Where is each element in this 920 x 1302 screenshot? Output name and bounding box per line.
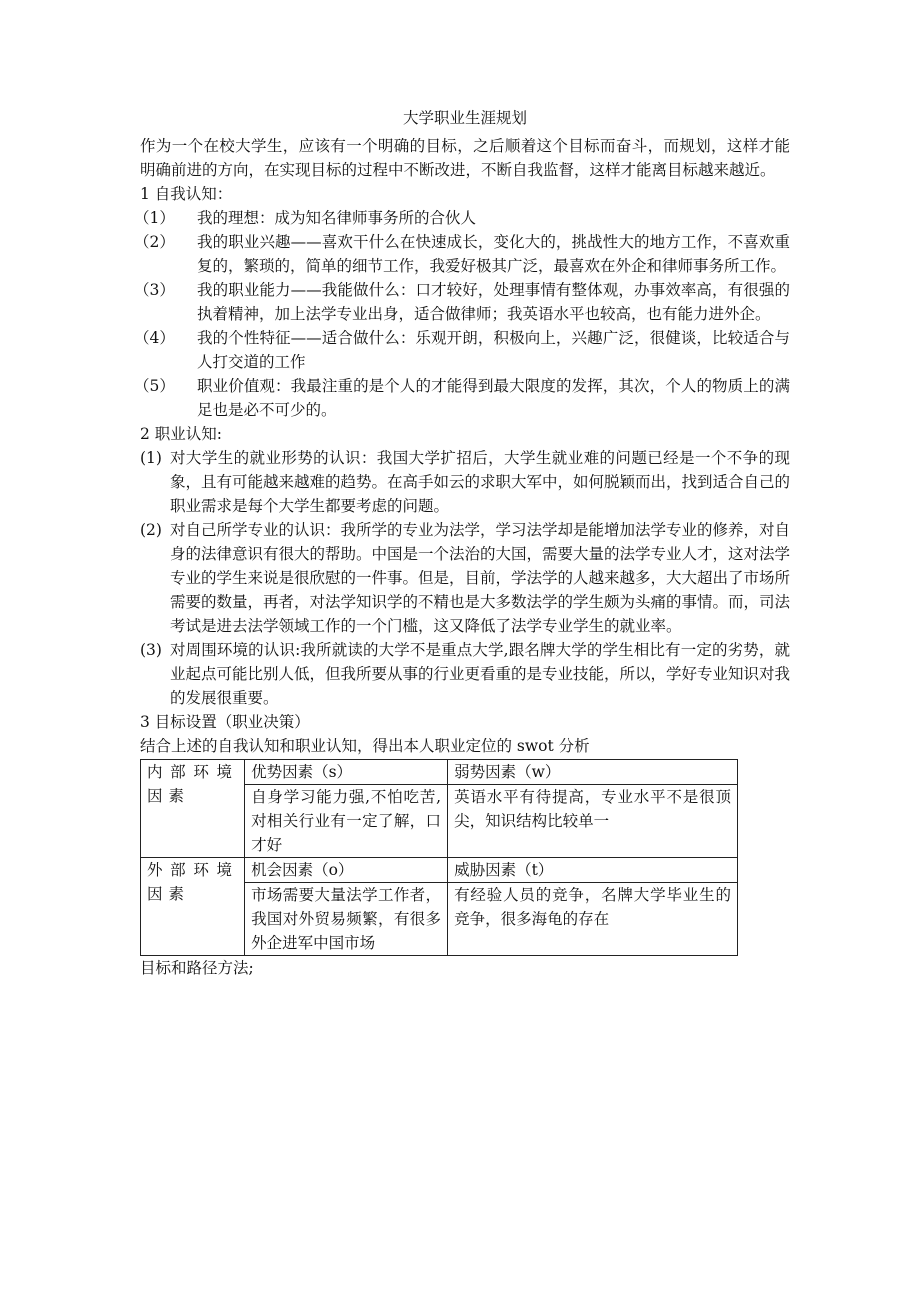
opportunities-cell: 市场需要大量法学工作者，我国对外贸易频繁，有很多外企进军中国市场 (245, 883, 448, 956)
self-awareness-list (134, 206, 790, 422)
list-item-text: 我的职业能力——我能做什么：口才较好，处理事情有整体观，办事效率高，有很强的执着精神，加上法学专业出身，适合做律师；我英语水平也较高，也有能力进外企。 (197, 281, 790, 323)
opportunities-header: 机会因素（o） (245, 858, 448, 883)
strengths-cell: 自身学习能力强,不怕吃苦,对相关行业有一定了解，口才好 (245, 785, 448, 858)
list-item (134, 278, 790, 326)
swot-intro: 结合上述的自我认知和职业认知，得出本人职业定位的 swot 分析 (140, 737, 590, 755)
section-heading-self-awareness: 1 自我认知： (140, 185, 233, 203)
table-row (141, 858, 738, 883)
list-item-number: (1) (140, 449, 162, 467)
document-page (134, 106, 791, 980)
list-item (140, 446, 790, 518)
list-item (134, 230, 790, 278)
list-item-text: 我的理想：成为知名律师事务所的合伙人 (197, 209, 477, 227)
list-item-number: (3) (140, 641, 162, 659)
intro-paragraph: 作为一个在校大学生，应该有一个明确的目标，之后顺着这个目标而奋斗，而规划，这样才能明确前进的方向，在实现目标的过程中不断改进，不断自我监督，这样才能离目标越来越近。 (140, 137, 790, 179)
list-item (134, 326, 790, 374)
swot-table (140, 759, 738, 956)
list-item-number: （5） (134, 377, 175, 395)
career-awareness-list (140, 446, 790, 710)
list-item (134, 206, 790, 230)
list-item (140, 638, 790, 710)
threats-cell: 有经验人员的竞争，名牌大学毕业生的竞争，很多海龟的存在 (448, 883, 738, 956)
list-item-text: 对大学生的就业形势的认识：我国大学扩招后，大学生就业难的问题已经是一个不争的现象，且有可能越来越难的趋势。在高手如云的求职大军中，如何脱颖而出，找到适合自己的职业需求是每个大学生都要考虑的问题。 (170, 449, 791, 515)
section-heading-goal-setting: 3 目标设置（职业决策） (140, 713, 310, 731)
list-item-text: 我的个性特征——适合做什么：乐观开朗，积极向上，兴趣广泛，很健谈，比较适合与人打交道的工作 (197, 329, 790, 371)
list-item-text: 对自己所学专业的认识：我所学的专业为法学，学习法学却是能增加法学专业的修养，对自身的法律意识有很大的帮助。中国是一个法治的大国，需要大量的法学专业人才，这对法学专业的学生来说是很欣慰的一件事。但是，目前，学法学的人越来越多，大大超出了市场所需要的数量，再者，对法学知识学的不精也是大多数法学的学生颇为头痛的事情。而，司法考试是进去法学领域工作的一个门槛，这又降低了法学专业学生的就业率。 (170, 521, 791, 635)
threats-header: 威胁因素（t） (448, 858, 738, 883)
list-item-number: （1） (134, 209, 175, 227)
document-title: 大学职业生涯规划 (402, 109, 527, 127)
section-heading-career-awareness: 2 职业认知: (140, 425, 223, 443)
list-item-number: (2) (140, 521, 162, 539)
list-item-text: 对周围环境的认识:我所就读的大学不是重点大学,跟名牌大学的学生相比有一定的劣势，就业起点可能比别人低，但我所要从事的行业更看重的是专业技能，所以，学好专业知识对我的发展很重要。 (170, 641, 791, 707)
weaknesses-header: 弱势因素（w） (448, 760, 738, 785)
list-item-text: 我的职业兴趣——喜欢干什么在快速成长，变化大的，挑战性大的地方工作，不喜欢重复的，繁琐的，简单的细节工作，我爱好极其广泛，最喜欢在外企和律师事务所工作。 (197, 233, 790, 275)
strengths-header: 优势因素（s） (245, 760, 448, 785)
external-factors-label: 外部环境因素 (141, 858, 245, 956)
list-item-number: （2） (134, 233, 175, 251)
list-item (134, 374, 790, 422)
list-item-number: （4） (134, 329, 175, 347)
list-item-text: 职业价值观：我最注重的是个人的才能得到最大限度的发挥，其次，个人的物质上的满足也是必不可少的。 (197, 377, 790, 419)
table-row (141, 760, 738, 785)
list-item-number: （3） (134, 281, 175, 299)
internal-factors-label: 内部环境因素 (141, 760, 245, 858)
list-item (140, 518, 790, 638)
goals-and-methods-heading: 目标和路径方法; (140, 959, 254, 977)
weaknesses-cell: 英语水平有待提高，专业水平不是很顶尖，知识结构比较单一 (448, 785, 738, 858)
